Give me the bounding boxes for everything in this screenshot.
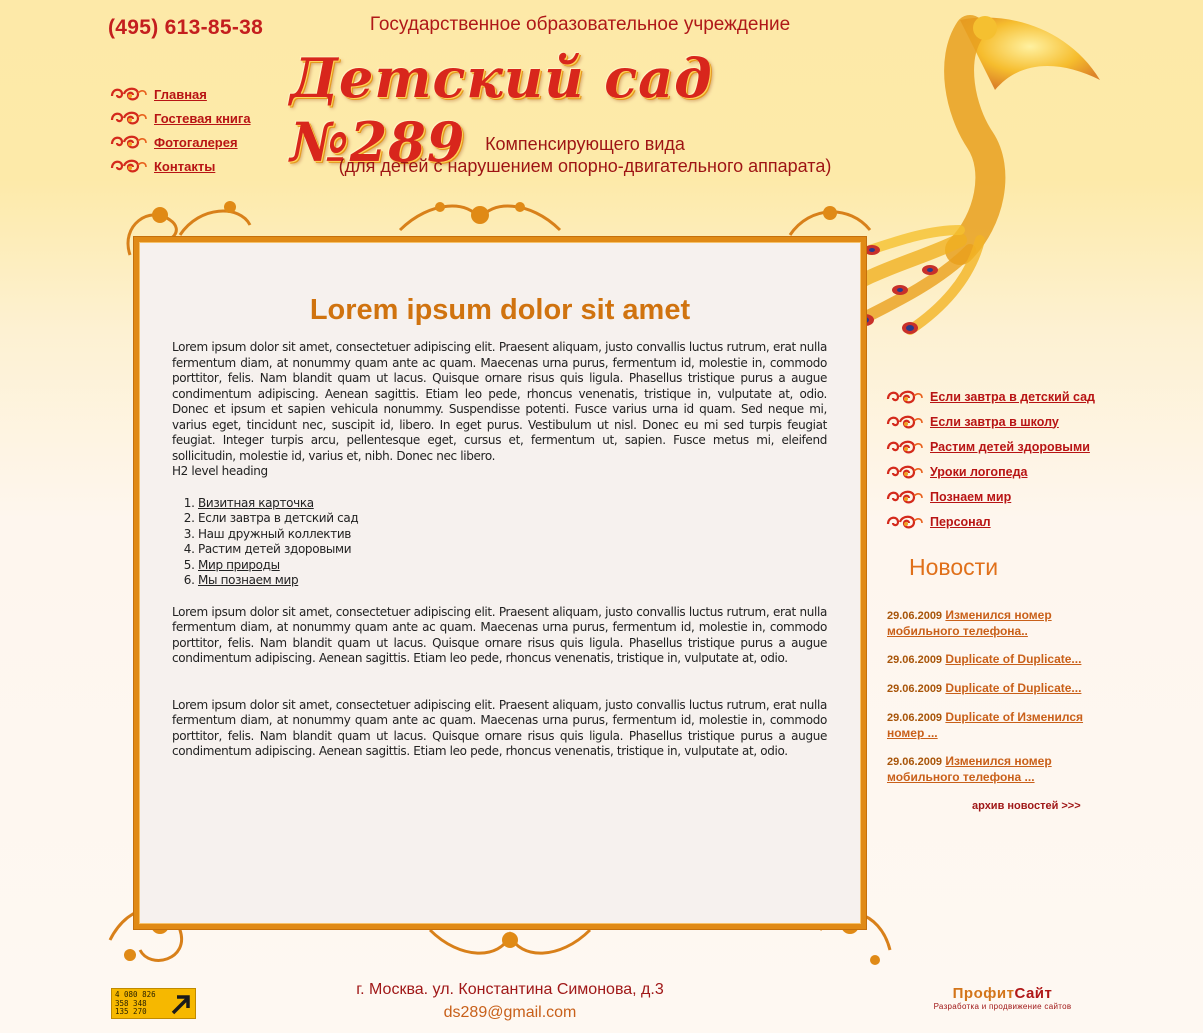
- side-nav-link-world[interactable]: Познаем мир: [930, 489, 1012, 504]
- counter-line: 135 270: [115, 1007, 147, 1016]
- swirl-icon: [108, 108, 148, 128]
- list-link-nature[interactable]: Мир природы: [198, 557, 280, 572]
- side-nav-item[interactable]: [884, 409, 1095, 434]
- top-nav-link-contacts[interactable]: Контакты: [154, 158, 216, 174]
- swirl-icon: [884, 437, 924, 457]
- side-nav-item[interactable]: [884, 509, 1095, 534]
- top-nav: [108, 82, 251, 178]
- counter-line: 4 080 826: [115, 990, 156, 999]
- news-date: 29.06.2009: [887, 756, 943, 768]
- news-link[interactable]: Duplicate of Duplicate...: [945, 681, 1082, 695]
- content-body: [172, 340, 827, 760]
- list-link-card[interactable]: Визитная карточка: [198, 495, 314, 510]
- swirl-icon: [884, 512, 924, 532]
- top-nav-link-guestbook[interactable]: Гостевая книга: [154, 110, 251, 126]
- swirl-icon: [108, 84, 148, 104]
- subtitle-line-1: Компенсирующего вида: [485, 134, 685, 154]
- swirl-icon: [884, 387, 924, 407]
- footer-email[interactable]: ds289@gmail.com: [443, 1004, 577, 1021]
- top-nav-link-gallery[interactable]: Фотогалерея: [154, 134, 238, 150]
- arrow-up-right-icon: [170, 992, 192, 1016]
- news-item: [887, 608, 1087, 639]
- list-item: 4. Растим детей здоровыми: [198, 542, 827, 558]
- footer-contact: [300, 978, 720, 1024]
- list-item: 2. Если завтра в детский сад: [198, 511, 827, 527]
- developer-name-part-2: Сайт: [1014, 985, 1053, 1002]
- side-nav-item[interactable]: [884, 484, 1095, 509]
- swirl-icon: [108, 156, 148, 176]
- side-nav-item[interactable]: [884, 384, 1095, 409]
- news-archive-link[interactable]: архив новостей >>>: [972, 800, 1081, 812]
- footer-address: г. Москва. ул. Константина Симонова, д.3: [356, 981, 664, 998]
- swirl-icon: [884, 462, 924, 482]
- news-list: [887, 608, 1087, 798]
- developer-name-part-1: Профит: [952, 985, 1015, 1002]
- news-date: 29.06.2009: [887, 683, 943, 695]
- developer-logo[interactable]: [930, 985, 1075, 1011]
- list-item[interactable]: [198, 573, 827, 589]
- site-title: Детский сад №289: [290, 46, 713, 174]
- swirl-icon: [108, 132, 148, 152]
- side-nav: [884, 384, 1095, 534]
- news-link[interactable]: Duplicate of Duplicate...: [945, 652, 1082, 666]
- top-nav-link-home[interactable]: Главная: [154, 86, 207, 102]
- side-nav-link-health[interactable]: Растим детей здоровыми: [930, 439, 1090, 454]
- content-paragraph-2: Lorem ipsum dolor sit amet, consectetuer adipiscing elit. Praesent aliquam, justo convallis luctus rutrum, erat nulla fermentum diam, at nonummy quam ante ac quam. Maecenas urna purus, fermentum id, molestie in, commodo porttitor, felis. Nam blandit quam ut lacus. Quisque ornare risus quis ligula. Phasellus tristique purus a augue condimentum adipiscing. Aenean sagittis. Etiam leo pede, rhoncus venenatis, tristique in, vulputate at, odio.: [172, 604, 827, 665]
- swirl-icon: [884, 487, 924, 507]
- list-item: 3. Наш дружный коллектив: [198, 527, 827, 543]
- counter-values: [115, 991, 156, 1017]
- list-link-world[interactable]: Мы познаем мир: [198, 573, 299, 587]
- side-nav-link-school[interactable]: Если завтра в школу: [930, 414, 1059, 429]
- news-link[interactable]: Duplicate of Изменился номер ...: [887, 710, 1084, 740]
- developer-name: [930, 985, 1075, 1002]
- subtitle-line-2: (для детей с нарушением опорно-двигательного аппарата): [338, 156, 832, 176]
- developer-tagline: Разработка и продвижение сайтов: [933, 1002, 1072, 1011]
- news-item: [887, 681, 1087, 697]
- news-heading: Новости: [909, 554, 999, 580]
- top-nav-item-home[interactable]: [108, 82, 251, 106]
- side-nav-link-staff[interactable]: Персонал: [930, 514, 991, 529]
- news-item: [887, 652, 1087, 668]
- content-frame: [134, 237, 866, 929]
- side-nav-item[interactable]: [884, 459, 1095, 484]
- counter-line: 358 348: [115, 998, 147, 1008]
- swirl-icon: [884, 412, 924, 432]
- news-link[interactable]: Изменился номер мобильного телефона ...: [887, 754, 1052, 784]
- list-item[interactable]: [198, 558, 827, 574]
- news-date: 29.06.2009: [887, 654, 943, 666]
- content-list: [198, 496, 827, 589]
- news-item: [887, 710, 1087, 741]
- top-nav-item-contacts[interactable]: [108, 154, 251, 178]
- h2-heading: H2 level heading: [172, 464, 268, 478]
- top-nav-item-guestbook[interactable]: [108, 106, 251, 130]
- side-nav-item[interactable]: [884, 434, 1095, 459]
- side-nav-link-kindergarten[interactable]: Если завтра в детский сад: [930, 389, 1095, 404]
- news-link[interactable]: Изменился номер мобильного телефона..: [887, 608, 1052, 638]
- content-title: Lorem ipsum dolor sit amet: [309, 294, 691, 326]
- org-line: Государственное образовательное учреждение: [369, 14, 791, 35]
- phone-number: (495) 613-85-38: [108, 16, 264, 39]
- top-nav-item-gallery[interactable]: [108, 130, 251, 154]
- list-item[interactable]: [198, 496, 827, 512]
- news-item: [887, 754, 1087, 785]
- visitor-counter[interactable]: [111, 988, 196, 1019]
- site-subtitle: [300, 133, 870, 177]
- content-paragraph-3: Lorem ipsum dolor sit amet, consectetuer adipiscing elit. Praesent aliquam, justo convallis luctus rutrum, erat nulla fermentum diam, at nonummy quam ante ac quam. Maecenas urna purus, fermentum id, molestie in, commodo porttitor, felis. Nam blandit quam ut lacus. Quisque ornare risus quis ligula. Phasellus tristique purus a augue condimentum adipiscing. Aenean sagittis. Etiam leo pede, rhoncus venenatis, tristique in, vulputate at, odio.: [172, 697, 827, 758]
- news-date: 29.06.2009: [887, 712, 943, 724]
- side-nav-link-speech[interactable]: Уроки логопеда: [930, 464, 1028, 479]
- news-date: 29.06.2009: [887, 610, 943, 622]
- content-paragraph-1: Lorem ipsum dolor sit amet, consectetuer adipiscing elit. Praesent aliquam, justo convallis luctus rutrum, erat nulla fermentum diam, at nonummy quam ante ac quam. Maecenas urna purus, fermentum id, molestie in, commodo porttitor, felis. Nam blandit quam ut lacus. Quisque ornare risus quis ligula. Phasellus tristique purus a augue condimentum adipiscing. Aenean sagittis. Etiam leo pede, rhoncus venenatis, tristique in, vulputate at, odio. Donec et ipsum et sapien vehicula nonummy. Suspendisse potenti. Fusce varius urna id quam. Sed neque mi, varius eget, tincidunt nec, suscipit id, libero. In eget purus. Vestibulum ut nisl. Donec eu mi sed turpis feugiat feugiat. Integer turpis arcu, pellentesque eget, cursus et, fermentum ut, sapien. Fusce metus mi, eleifend sollicitudin, molestie id, varius et, nibh. Donec nec libero.: [172, 340, 827, 463]
